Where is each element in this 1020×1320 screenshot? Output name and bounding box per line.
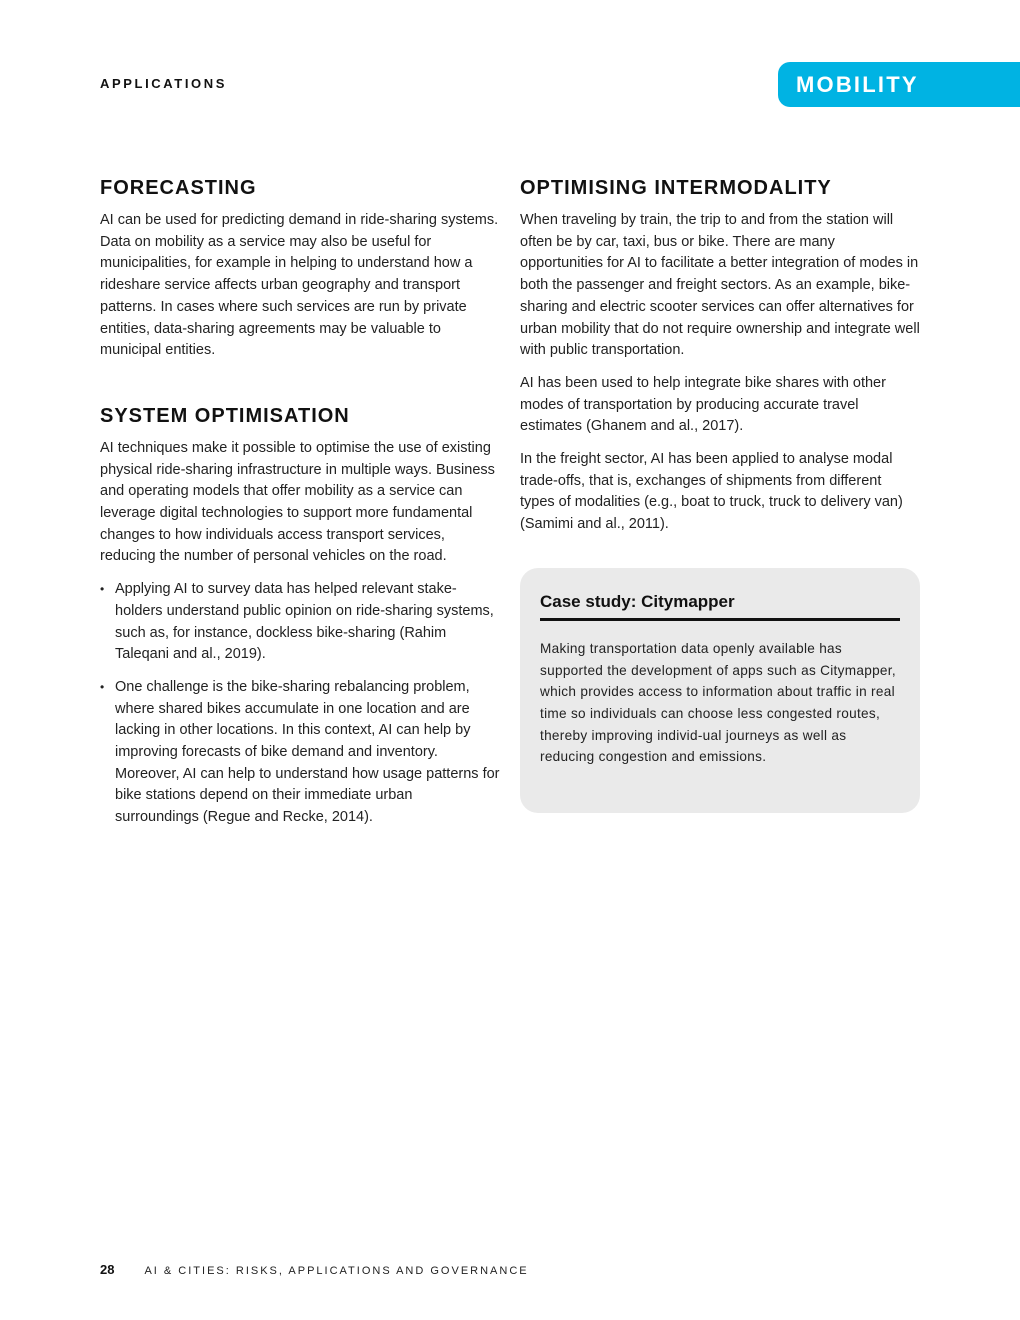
bullet-list: [100, 579, 500, 829]
intermodality-paragraph: AI has been used to help integrate bike shares with other modes of transportation by producing accurate travel estimates (Ghanem and al., 2017).: [520, 374, 886, 435]
page-footer: [100, 1262, 529, 1277]
bullet-text: One challenge is the bike-sharing rebalancing problem, where shared bikes accumulate in one location and are lacking in other locations. In this context, AI can help by improving forecasts of bike demand and inventory. Moreover, AI can help to understand how usage patterns for bike stations depend on their immediate urban surroundings (Regue and Recke, 2014).: [115, 678, 500, 826]
intermodality-paragraph: When traveling by train, the trip to and from the station will often be by car, taxi, bus or bike. There are many opportunities for AI to facilitate a better integration of modes in both the passenger and freight sectors. As an example, bike-sharing and electric scooter services can offer alternatives for urban mobility that do not require ownership and integrate well with public transportation.: [520, 212, 920, 359]
mobility-tag: MOBILITY: [778, 62, 1020, 107]
forecasting-paragraph: AI can be used for predicting demand in ride-sharing systems. Data on mobility as a service may also be useful for municipalities, for example in helping to understand how a rideshare service affects urban geography and transport patterns. In cases where such services are run by private entities, data-sharing agreements may be valuable to municipal entities.: [100, 212, 499, 359]
intermodality-paragraph: In the freight sector, AI has been applied to analyse modal trade-offs, that is, exchanges of shipments from different types of modalities (e.g., boat to truck, truck to delivery van) (Samimi and al., 2011).: [520, 451, 903, 533]
left-column: [100, 176, 500, 840]
right-column: [520, 176, 920, 813]
case-study-box: [520, 568, 920, 813]
system-optimisation-heading: SYSTEM OPTIMISATION: [100, 404, 350, 427]
case-study-title: Case study: Citymapper: [540, 592, 900, 621]
document-title: AI & CITIES: RISKS, APPLICATIONS AND GOVERNANCE: [144, 1265, 529, 1277]
bullet-icon: •: [100, 679, 105, 694]
section-label: APPLICATIONS: [100, 76, 228, 91]
list-item: [100, 579, 500, 666]
system-optimisation-paragraph: AI techniques make it possible to optimise the use of existing physical ride-sharing infrastructure in multiple ways. Business and operating models that offer mobility as a service can leverage digital technologies to support more fundamental changes to how individuals access transport services, reducing the number of personal vehicles on the road.: [100, 439, 495, 565]
intermodality-heading: OPTIMISING INTERMODALITY: [520, 177, 832, 199]
forecasting-heading: FORECASTING: [100, 177, 257, 199]
forecasting-section: [100, 176, 500, 362]
system-optimisation-section: [100, 404, 500, 829]
list-item: [100, 677, 500, 829]
bullet-icon: •: [100, 582, 105, 597]
bullet-text: Applying AI to survey data has helped relevant stake-holders understand public opinion on ride-sharing systems, such as, for instance, dockless bike-sharing (Rahim Taleqani and al., 2019).: [115, 581, 494, 663]
page-number: 28: [100, 1262, 115, 1277]
intermodality-section: [520, 176, 920, 536]
case-study-body: Making transportation data openly available has supported the development of apps such as Citymapper, which provides access to information about traffic in real time so individuals can choose less congested routes, thereby improving individ-ual journeys as well as reducing congestion and emissions.: [540, 640, 896, 765]
